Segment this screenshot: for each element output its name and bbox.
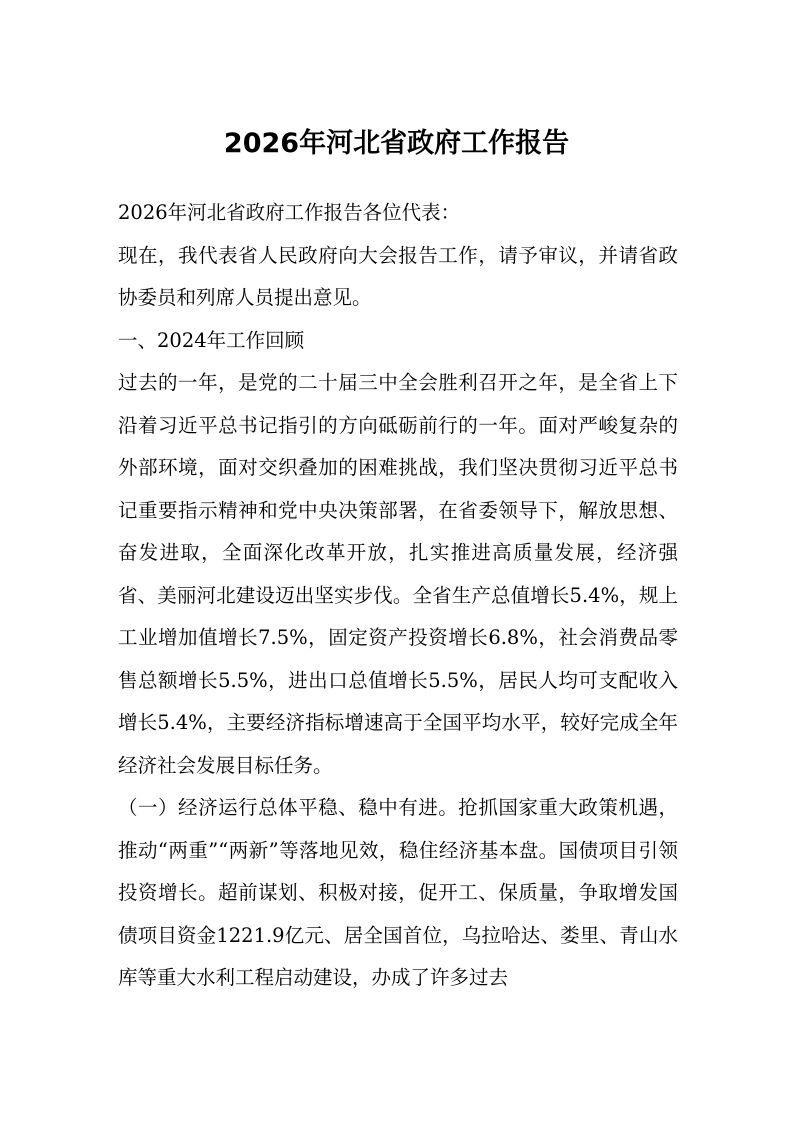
- opening-paragraph: 现在，我代表省人民政府向大会报告工作，请予审议，并请省政协委员和列席人员提出意见。: [118, 243, 678, 309]
- document-title: 2026年河北省政府工作报告: [223, 128, 570, 159]
- document-body: [118, 192, 678, 1000]
- economy-paragraph: （一）经济运行总体平稳、稳中有进。抢抓国家重大政策机遇，推动“两重”“两新”等落地见效，稳住经济基本盘。国债项目引领投资增长。超前谋划、积极对接，促开工、保质量，争取增发国债项目资金1221.9亿元、居全国首位，乌拉哈达、娄里、青山水库等重大水利工程启动建设，办成了许多过去: [118, 796, 678, 989]
- greeting-paragraph: 2026年河北省政府工作报告各位代表：: [118, 201, 461, 224]
- section-heading: 一、2024年工作回顾: [118, 328, 305, 352]
- review-paragraph: 过去的一年，是党的二十届三中全会胜利召开之年，是全省上下沿着习近平总书记指引的方向砥砺前行的一年。面对严峻复杂的外部环境，面对交织叠加的困难挑战，我们坚决贯彻习近平总书记重要指示精神和党中央决策部署，在省委领导下，解放思想、奋发进取，全面深化改革开放，扎实推进高质量发展，经济强省、美丽河北建设迈出坚实步伐。全省生产总值增长5.4%，规上工业增加值增长7.5%，固定资产投资增长6.8%，社会消费品零售总额增长5.5%，进出口总值增长5.5%，居民人均可支配收入增长5.4%，主要经济指标增速高于全国平均水平，较好完成全年经济社会发展目标任务。: [118, 371, 678, 777]
